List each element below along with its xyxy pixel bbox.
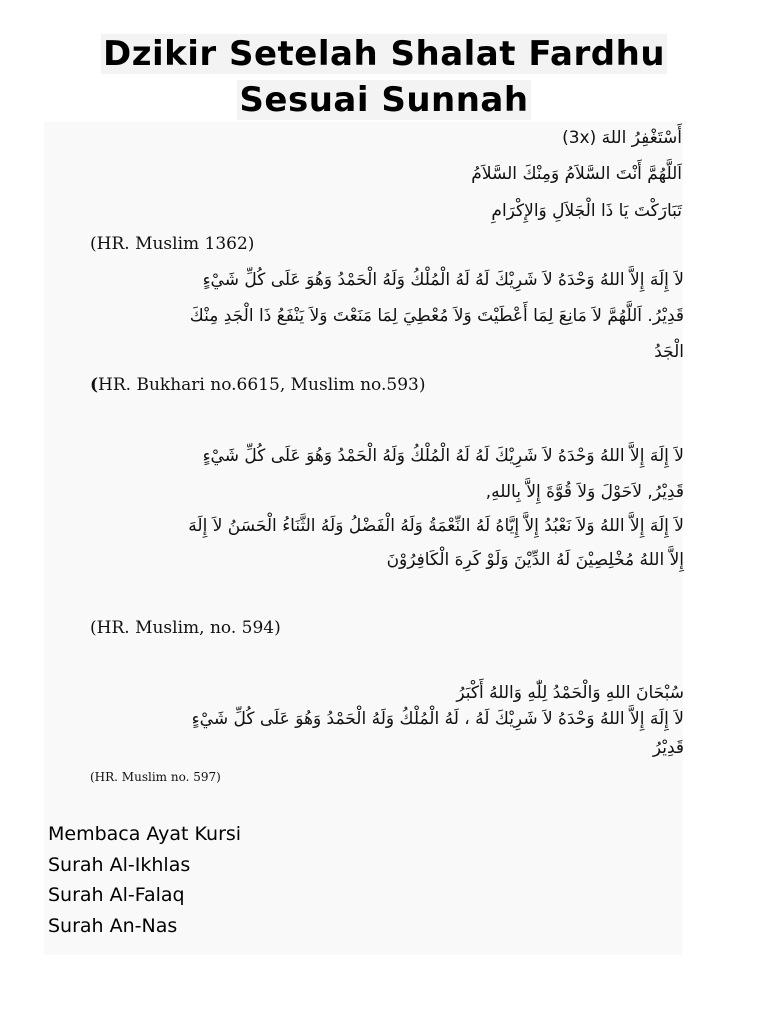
arabic-line: لاَ إِلَهَ إِلاَّ اللهُ وَحْدَهُ لاَ شَرِيْكَ لَهُ لَهُ الْمُلْكُ وَلَهُ الْحَمْدُ وَهُوَ عَلَى كُلِّ شَيْءٍ [202,270,684,290]
title-text-1: Dzikir Setelah Shalat Fardhu [102,34,666,74]
reading-item: Surah An-Nas [48,915,178,937]
reading-item: Surah Al-Ikhlas [48,854,191,876]
arabic-line: إِلاَّ اللهُ مُخْلِصِيْنَ لَهُ الدِّيْنَ وَلَوْ كَرِهَ الْكَافِرُوْنَ [386,550,684,570]
reading-item: Membaca Ayat Kursi [48,823,242,845]
arabic-line: لاَ إِلَهَ إِلاَّ اللهُ وَحْدَهُ لاَ شَرِيْكَ لَهُ لَهُ الْمُلْكُ وَلَهُ الْحَمْدُ وَهُوَ عَلَى كُلِّ شَيْءٍ [202,446,684,466]
arabic-line: قَدِيْرُ. اَللَّهُمَّ لاَ مَانِعَ لِمَا أَعْطَيْتَ وَلاَ مُعْطِيَ لِمَا مَنَعْتَ وَلاَ يَنْفَعُ ذَا الْجَدِ مِنْكَ [189,306,684,326]
arabic-line: اَللَّهُمَّ أَنْتَ السَّلاَمُ وَمِنْكَ السَّلاَمُ [471,164,682,184]
arabic-line: سُبْحَانَ اللهِ وَالْحَمْدُ لِلّٰهِ وَاللهُ أَكْبَرُ [456,683,684,703]
reference-open-paren: ( [90,375,99,395]
hadith-reference: (HR. Muslim 1362) [90,234,255,254]
hadith-reference [90,375,425,395]
hadith-reference: (HR. Muslim, no. 594) [90,618,281,638]
title-text-2: Sesuai Sunnah [239,80,529,120]
arabic-line: لاَ إِلَهَ إِلاَّ اللهُ وَلاَ نَعْبُدُ إِلاَّ إِيَّاهُ لَهُ النِّعْمَةُ وَلَهُ الْفَضْلُ وَلَهُ الثَّنَاءُ الْحَسَنُ لاَ إِلَهَ [188,516,684,536]
arabic-line: أَسْتَغْفِرُ اللهَ (3x) [562,128,682,148]
arabic-line: تَبَارَكْتَ يَا ذَا الْجَلاَلِ وَالإِكْرَامِ [491,201,682,221]
reading-item: Surah Al-Falaq [48,884,185,906]
reference-text: HR. Bukhari no.6615, Muslim no.593) [98,375,426,395]
arabic-line: لاَ إِلَهَ إِلاَّ اللهُ وَحْدَهُ لاَ شَرِيْكَ لَهُ ، لَهُ الْمُلْكُ وَلَهُ الْحَمْدُ وَهُوَ عَلَى كُلِّ شَيْءٍ [191,709,684,729]
arabic-line: قَدِيْرُ, لاَحَوْلَ وَلاَ قُوَّةَ إِلاَّ بِاللهِ, [485,482,684,502]
hadith-reference: (HR. Muslim no. 597) [90,770,221,784]
arabic-line: الْجَدُ [654,342,684,362]
page-title-line-1 [0,34,768,74]
page-title-line-2 [0,80,768,120]
arabic-line: قَدِيْرُ [652,738,684,758]
